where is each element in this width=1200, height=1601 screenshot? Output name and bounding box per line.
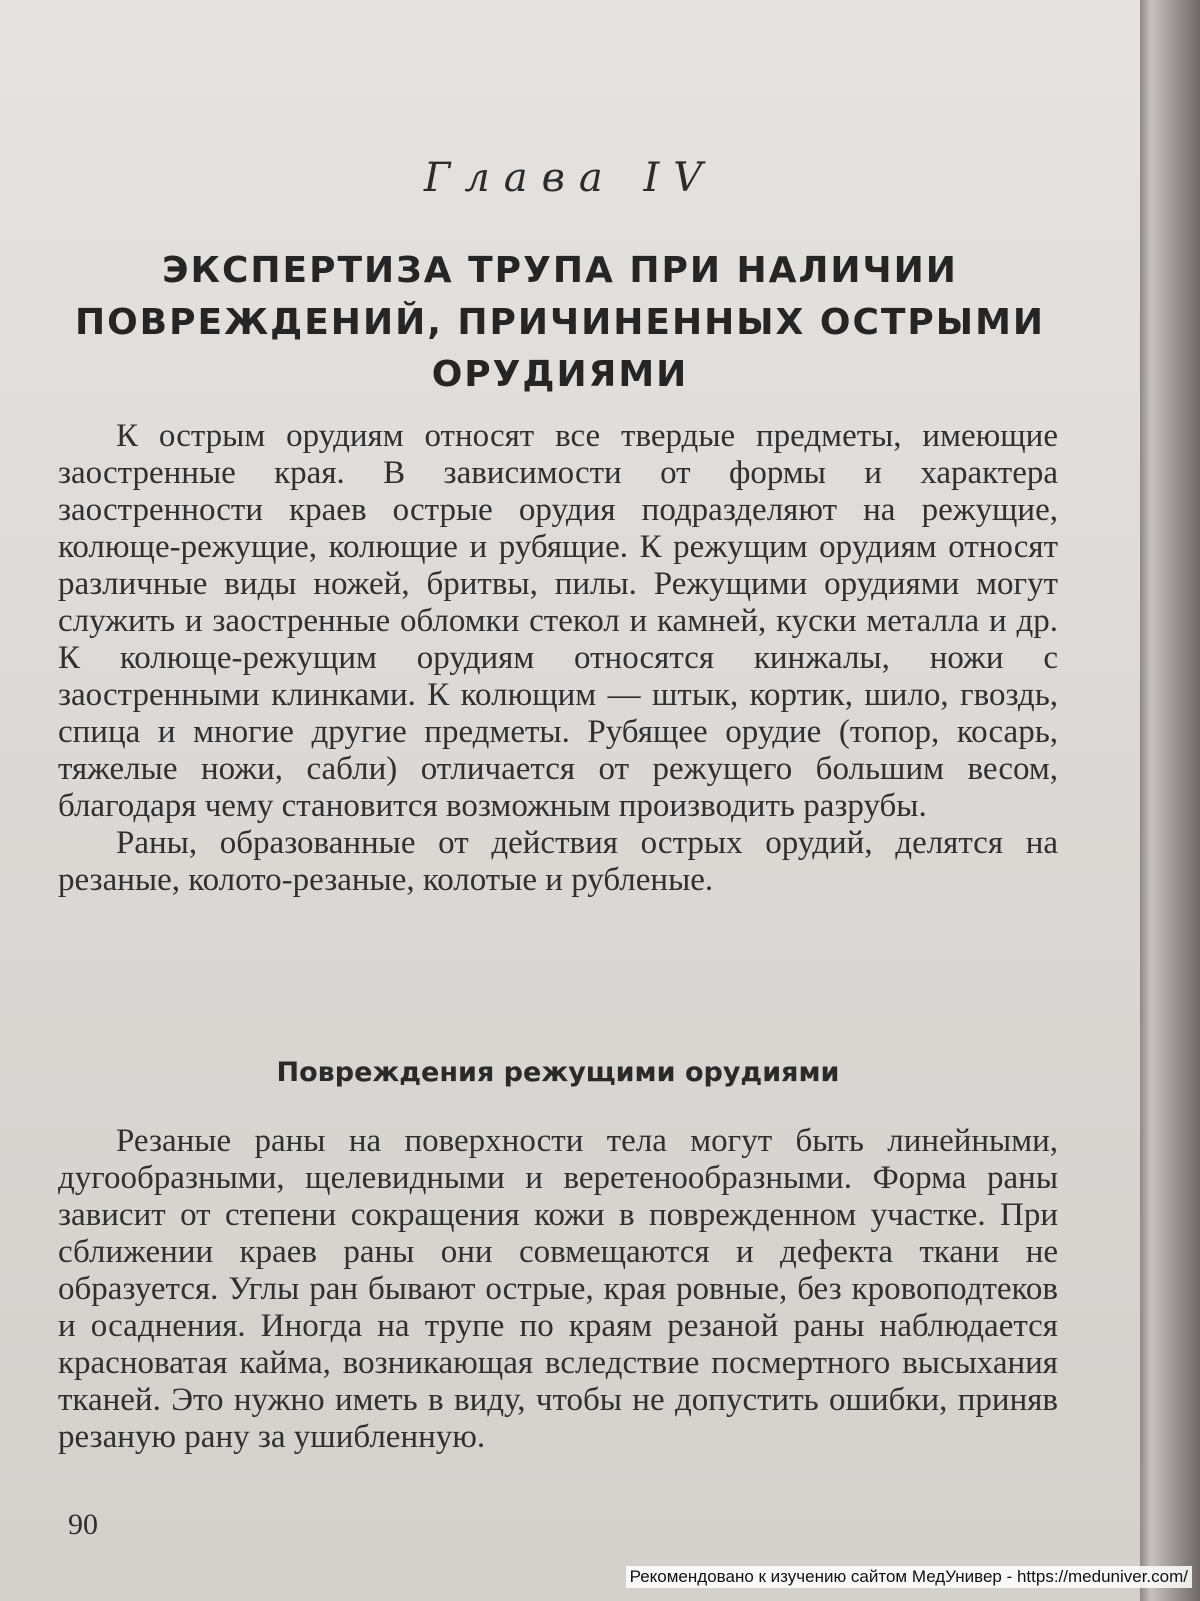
intro-text [58,418,1058,899]
paragraph: Резаные раны на поверхности тела могут быть линейными, дугообразными, щелевидными и веретенообразными. Форма раны зависит от степени сокращения кожи в поврежденном участке. При сближении краев раны они совмещаются и дефекта ткани не образуется. Углы ран бывают острые, края ровные, без кровоподтеков и осаднения. Иногда на трупе по краям резаной раны наблюдается красноватая кайма, возникающая вследствие посмертного высыхания тканей. Это нужно иметь в виду, чтобы не допустить ошибки, приняв резаную рану за ушибленную. [58,1123,1058,1455]
section-text [58,1123,1058,1456]
paragraph: Раны, образованные от действия острых орудий, делятся на резаные, колото-резаные, колотые и рубленые. [58,825,1058,898]
book-spine [1140,0,1200,1601]
chapter-title: ЭКСПЕРТИЗА ТРУПА ПРИ НАЛИЧИИ ПОВРЕЖДЕНИЙ, ПРИЧИНЕННЫХ ОСТРЫМИ ОРУДИЯМИ [74,250,1046,395]
section-heading: Повреждения режущими орудиями [276,1057,840,1088]
paragraph: К острым орудиям относят все твердые предметы, имеющие заостренные края. В зависимости от формы и характера заостренности краев острые орудия подразделяют на режущие, колюще-режущие, колющие и рубящие. К режущим орудиям относят различные виды ножей, бритвы, пилы. Режущими орудиями могут служить и заостренные обломки стекол и камней, куски металла и др. К колюще-режущим орудиям относятся кинжалы, ножи с заостренными клинками. К колющим — штык, кортик, шило, гвоздь, спица и многие другие предметы. Рубящее орудие (топор, косарь, тяжелые ножи, сабли) отличается от режущего большим весом, благодаря чему становится возможным производить разрубы. [58,418,1058,824]
watermark-text: Рекомендовано к изучению сайтом МедУнивер - https://meduniver.com/ [626,1566,1192,1588]
chapter-label: Глава IV [423,155,717,201]
page-number: 90 [68,1508,98,1541]
